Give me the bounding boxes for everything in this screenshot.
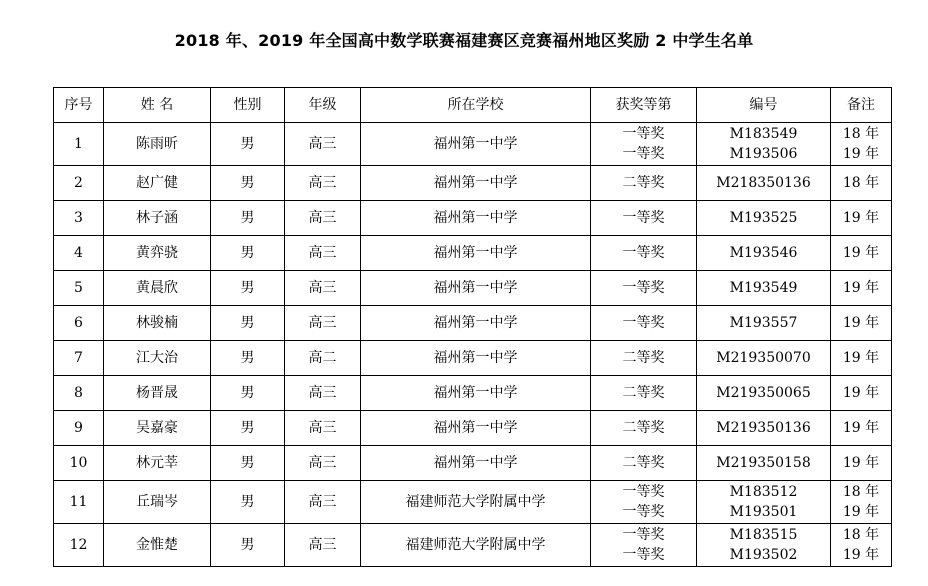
cell-award <box>591 236 697 271</box>
cell-grade: 高三 <box>285 446 361 481</box>
cell-school: 福州第一中学 <box>361 166 591 201</box>
cell-id <box>697 524 831 567</box>
cell-id-line: M193502 <box>729 547 798 563</box>
cell-note-line: 19 年 <box>842 385 880 401</box>
cell-award <box>591 446 697 481</box>
cell-grade: 高三 <box>285 376 361 411</box>
cell-name: 林元莘 <box>104 446 211 481</box>
cell-gender: 男 <box>211 411 285 446</box>
cell-no: 6 <box>54 306 104 341</box>
cell-name: 林子涵 <box>104 201 211 236</box>
cell-school: 福州第一中学 <box>361 123 591 166</box>
cell-award <box>591 271 697 306</box>
cell-note <box>831 271 892 306</box>
header-no: 序号 <box>54 88 104 123</box>
cell-name: 金惟楚 <box>104 524 211 567</box>
cell-name: 江大治 <box>104 341 211 376</box>
cell-note-line: 19 年 <box>842 420 880 436</box>
cell-award <box>591 123 697 166</box>
cell-id-line: M193501 <box>729 504 798 520</box>
cell-id <box>697 376 831 411</box>
cell-school: 福州第一中学 <box>361 201 591 236</box>
table-row <box>54 446 892 481</box>
cell-grade: 高二 <box>285 341 361 376</box>
cell-note <box>831 306 892 341</box>
cell-school: 福州第一中学 <box>361 376 591 411</box>
cell-note <box>831 524 892 567</box>
cell-award-line: 二等奖 <box>622 455 665 471</box>
cell-school: 福州第一中学 <box>361 446 591 481</box>
cell-award <box>591 166 697 201</box>
cell-grade: 高三 <box>285 524 361 567</box>
cell-grade: 高三 <box>285 236 361 271</box>
cell-id-line: M219350136 <box>716 420 811 436</box>
cell-id <box>697 271 831 306</box>
cell-award-line: 一等奖 <box>622 126 665 142</box>
cell-note-line: 19 年 <box>842 455 880 471</box>
cell-note-line: 19 年 <box>842 210 880 226</box>
cell-no: 12 <box>54 524 104 567</box>
cell-note <box>831 446 892 481</box>
cell-school: 福州第一中学 <box>361 341 591 376</box>
cell-no: 7 <box>54 341 104 376</box>
cell-id-line: M193546 <box>729 245 798 261</box>
table-row <box>54 271 892 306</box>
cell-award <box>591 306 697 341</box>
cell-name: 杨晋晟 <box>104 376 211 411</box>
cell-no: 10 <box>54 446 104 481</box>
cell-id <box>697 306 831 341</box>
cell-name: 丘瑞岑 <box>104 481 211 524</box>
cell-grade: 高三 <box>285 123 361 166</box>
cell-award-line: 二等奖 <box>622 420 665 436</box>
cell-no: 1 <box>54 123 104 166</box>
cell-award <box>591 524 697 567</box>
cell-note-line: 18 年 <box>842 484 880 500</box>
cell-gender: 男 <box>211 166 285 201</box>
table-row <box>54 123 892 166</box>
cell-award <box>591 341 697 376</box>
cell-no: 9 <box>54 411 104 446</box>
cell-gender: 男 <box>211 123 285 166</box>
cell-gender: 男 <box>211 446 285 481</box>
cell-school: 福州第一中学 <box>361 271 591 306</box>
cell-gender: 男 <box>211 201 285 236</box>
table-row <box>54 481 892 524</box>
cell-name: 陈雨昕 <box>104 123 211 166</box>
cell-award <box>591 481 697 524</box>
header-name: 姓 名 <box>104 88 211 123</box>
cell-grade: 高三 <box>285 481 361 524</box>
cell-id <box>697 236 831 271</box>
cell-gender: 男 <box>211 236 285 271</box>
cell-award <box>591 376 697 411</box>
award-table <box>53 87 892 567</box>
cell-grade: 高三 <box>285 166 361 201</box>
cell-id <box>697 123 831 166</box>
cell-id <box>697 166 831 201</box>
cell-grade: 高三 <box>285 201 361 236</box>
cell-note-line: 19 年 <box>842 504 880 520</box>
cell-award-line: 一等奖 <box>622 315 665 331</box>
table-row <box>54 376 892 411</box>
cell-note-line: 19 年 <box>842 315 880 331</box>
cell-id <box>697 411 831 446</box>
document-title: 2018 年、2019 年全国高中数学联赛福建赛区竞赛福州地区奖励 2 中学生名单 <box>174 31 754 50</box>
cell-id <box>697 201 831 236</box>
cell-id-line: M183549 <box>729 126 798 142</box>
table-row <box>54 306 892 341</box>
header-grade: 年级 <box>285 88 361 123</box>
header-id: 编号 <box>697 88 831 123</box>
cell-name: 黄弈骁 <box>104 236 211 271</box>
cell-award <box>591 201 697 236</box>
cell-note-line: 18 年 <box>842 175 880 191</box>
cell-grade: 高三 <box>285 271 361 306</box>
cell-id-line: M183512 <box>729 484 798 500</box>
cell-gender: 男 <box>211 341 285 376</box>
cell-grade: 高三 <box>285 411 361 446</box>
cell-award-line: 一等奖 <box>622 245 665 261</box>
cell-note <box>831 481 892 524</box>
cell-note <box>831 236 892 271</box>
cell-award-line: 一等奖 <box>622 210 665 226</box>
cell-school: 福州第一中学 <box>361 306 591 341</box>
cell-id-line: M218350136 <box>716 175 811 191</box>
table-row <box>54 411 892 446</box>
header-note: 备注 <box>831 88 892 123</box>
cell-gender: 男 <box>211 271 285 306</box>
table-row <box>54 236 892 271</box>
cell-award-line: 一等奖 <box>622 504 665 520</box>
cell-note-line: 18 年 <box>842 527 880 543</box>
cell-note <box>831 376 892 411</box>
cell-id <box>697 481 831 524</box>
cell-note <box>831 201 892 236</box>
cell-note-line: 18 年 <box>842 126 880 142</box>
cell-no: 3 <box>54 201 104 236</box>
table-header <box>54 88 892 123</box>
cell-id-line: M183515 <box>729 527 798 543</box>
header-gender: 性别 <box>211 88 285 123</box>
cell-id <box>697 446 831 481</box>
cell-note-line: 19 年 <box>842 146 880 162</box>
cell-id-line: M193549 <box>729 280 798 296</box>
cell-note <box>831 166 892 201</box>
cell-no: 11 <box>54 481 104 524</box>
cell-note <box>831 341 892 376</box>
cell-note <box>831 411 892 446</box>
cell-school: 福州第一中学 <box>361 411 591 446</box>
cell-id-line: M193557 <box>729 315 798 331</box>
cell-id-line: M219350065 <box>716 385 811 401</box>
cell-award-line: 一等奖 <box>622 547 665 563</box>
header-award: 获奖等第 <box>591 88 697 123</box>
table-row <box>54 341 892 376</box>
cell-gender: 男 <box>211 376 285 411</box>
table-row <box>54 201 892 236</box>
table-body <box>54 123 892 567</box>
cell-award-line: 一等奖 <box>622 146 665 162</box>
cell-grade: 高三 <box>285 306 361 341</box>
cell-award-line: 一等奖 <box>622 484 665 500</box>
cell-no: 4 <box>54 236 104 271</box>
cell-award-line: 二等奖 <box>622 350 665 366</box>
cell-no: 5 <box>54 271 104 306</box>
cell-id-line: M219350158 <box>716 455 811 471</box>
table-row <box>54 524 892 567</box>
header-row <box>54 88 892 123</box>
cell-no: 8 <box>54 376 104 411</box>
cell-award-line: 一等奖 <box>622 527 665 543</box>
cell-id-line: M219350070 <box>716 350 811 366</box>
cell-school: 福建师范大学附属中学 <box>361 524 591 567</box>
cell-gender: 男 <box>211 306 285 341</box>
cell-note-line: 19 年 <box>842 350 880 366</box>
cell-school: 福州第一中学 <box>361 236 591 271</box>
cell-id-line: M193525 <box>729 210 798 226</box>
cell-award <box>591 411 697 446</box>
cell-id <box>697 341 831 376</box>
cell-award-line: 一等奖 <box>622 280 665 296</box>
cell-gender: 男 <box>211 524 285 567</box>
cell-name: 吴嘉豪 <box>104 411 211 446</box>
cell-no: 2 <box>54 166 104 201</box>
cell-id-line: M193506 <box>729 146 798 162</box>
cell-gender: 男 <box>211 481 285 524</box>
cell-note <box>831 123 892 166</box>
cell-award-line: 二等奖 <box>622 175 665 191</box>
cell-award-line: 二等奖 <box>622 385 665 401</box>
table-row <box>54 166 892 201</box>
cell-name: 林骏楠 <box>104 306 211 341</box>
cell-name: 黄晨欣 <box>104 271 211 306</box>
header-school: 所在学校 <box>361 88 591 123</box>
cell-school: 福建师范大学附属中学 <box>361 481 591 524</box>
cell-name: 赵广健 <box>104 166 211 201</box>
cell-note-line: 19 年 <box>842 245 880 261</box>
cell-note-line: 19 年 <box>842 280 880 296</box>
cell-note-line: 19 年 <box>842 547 880 563</box>
